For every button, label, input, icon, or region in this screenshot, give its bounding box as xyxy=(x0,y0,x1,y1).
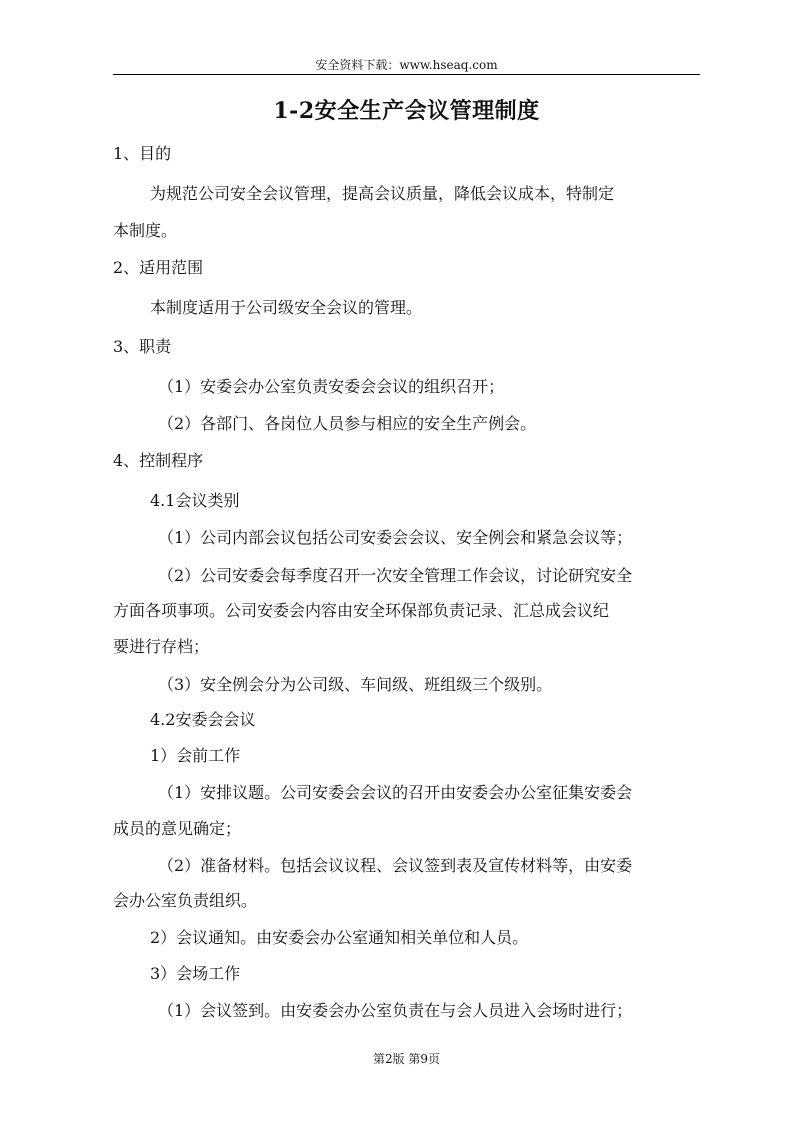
section-3-heading: 3、职责 xyxy=(113,337,172,356)
section-1-paragraph-line-1: 为规范公司安全会议管理，提高会议质量，降低会议成本，特制定 xyxy=(150,184,615,203)
section-4-1-item-2-line-1: （2）公司安委会每季度召开一次安全管理工作会议，讨论研究安全 xyxy=(158,566,633,585)
section-4-1-heading: 4.1会议类别 xyxy=(150,491,240,510)
page-footer: 第2版 第9页 xyxy=(372,1052,441,1066)
section-4-heading: 4、控制程序 xyxy=(113,451,204,470)
section-4-2-sub1-item-1-line-1: （1）安排议题。公司安委会会议的召开由安委会办公室征集安委会 xyxy=(158,783,633,802)
section-4-1-item-2-line-3: 要进行存档； xyxy=(113,637,210,656)
section-2-paragraph: 本制度适用于公司级安全会议的管理。 xyxy=(150,298,423,317)
section-4-1-item-3: （3）安全例会分为公司级、车间级、班组级三个级别。 xyxy=(158,675,553,694)
section-4-2-sub1-item-2-line-2: 会办公室负责组织。 xyxy=(113,891,258,910)
header-divider xyxy=(113,74,700,75)
section-4-2-subheading-1: 1）会前工作 xyxy=(150,746,241,765)
section-1-heading: 1、目的 xyxy=(113,144,172,163)
document-title: 1-2安全生产会议管理制度 xyxy=(273,98,540,124)
section-4-2-subheading-3: 3）会场工作 xyxy=(150,964,241,983)
section-4-2-heading: 4.2安委会会议 xyxy=(150,710,256,729)
section-2-heading: 2、适用范围 xyxy=(113,258,204,277)
section-1-paragraph-line-2: 本制度。 xyxy=(113,221,178,240)
section-4-2-sub1-item-2-line-1: （2）准备材料。包括会议议程、会议签到表及宣传材料等，由安委 xyxy=(158,856,633,875)
section-3-item-2: （2）各部门、各岗位人员参与相应的安全生产例会。 xyxy=(158,414,537,433)
section-4-1-item-2-line-2: 方面各项事项。公司安委会内容由安全环保部负责记录、汇总成会议纪 xyxy=(113,601,610,620)
section-4-2-sub1-item-1-line-2: 成员的意见确定； xyxy=(113,819,242,838)
section-4-2-subheading-2: 2）会议通知。由安委会办公室通知相关单位和人员。 xyxy=(150,928,529,947)
section-4-2-sub3-item-1: （1）会议签到。由安委会办公室负责在与会人员进入会场时进行； xyxy=(158,1001,633,1020)
section-4-1-item-1: （1）公司内部会议包括公司安委会会议、安全例会和紧急会议等； xyxy=(158,528,633,547)
page-header: 安全资料下载：www.hseaq.com xyxy=(315,58,498,72)
section-3-item-1: （1）安委会办公室负责安委会会议的组织召开； xyxy=(158,377,505,396)
